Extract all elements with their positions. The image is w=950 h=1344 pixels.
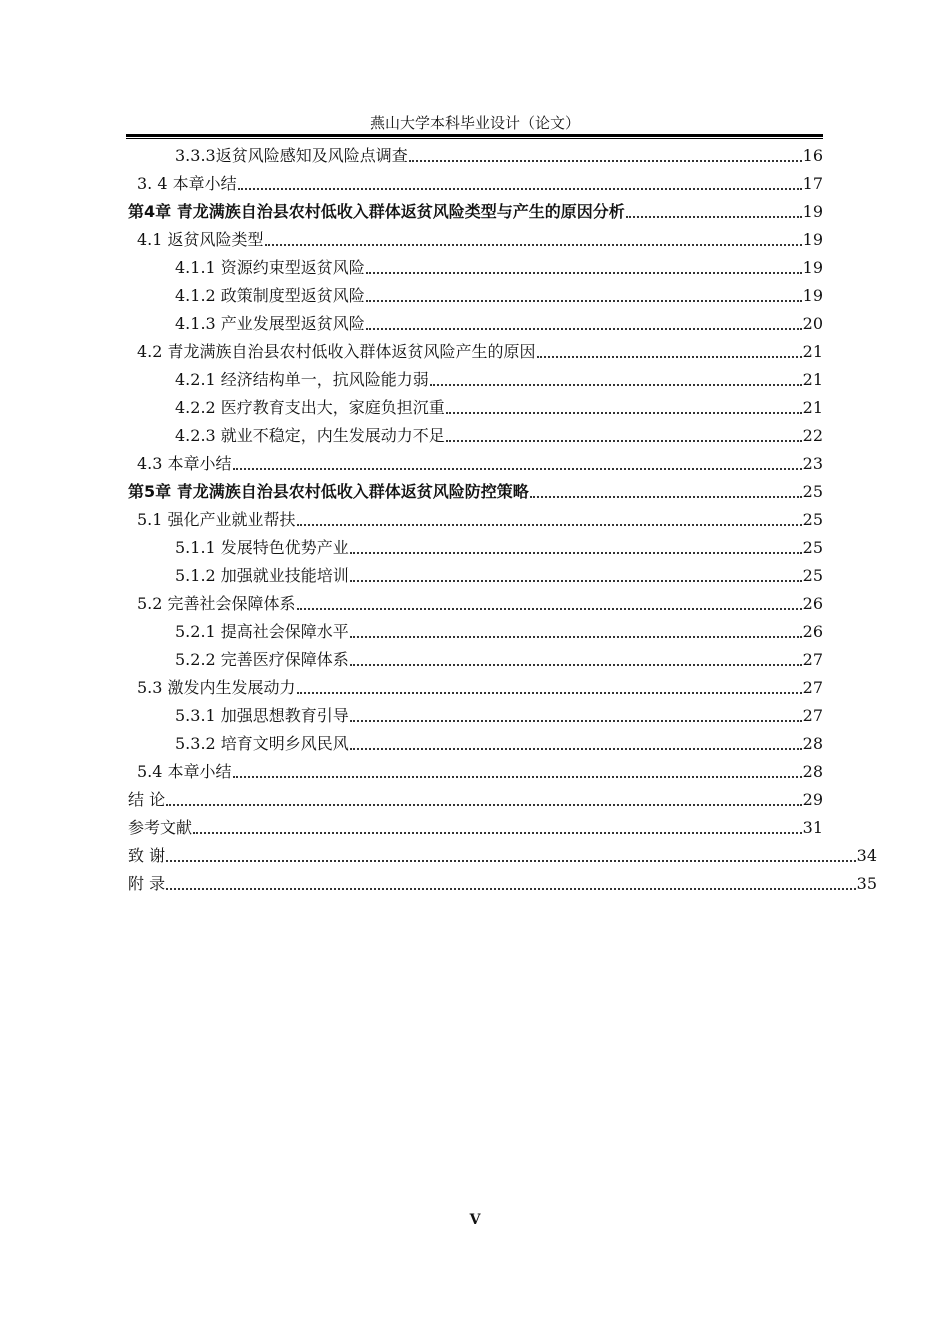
toc-entry-title: 5.3.2 培育文明乡风民风 [175,734,349,753]
toc-entry[interactable] [175,362,823,390]
toc-entry-page: 31 [802,818,823,837]
toc-entry-page: 20 [802,314,823,333]
toc-entry-page: 27 [802,706,823,725]
toc-entry-title: 5.3.1 加强思想教育引导 [175,706,349,725]
toc-entry[interactable] [128,194,823,222]
toc-entry-title: 4.2.1 经济结构单一，抗风险能力弱 [175,370,429,389]
toc-entry[interactable] [128,866,877,894]
toc-entry[interactable] [175,278,823,306]
toc-entry-page: 16 [802,146,823,165]
toc-entry[interactable] [175,306,823,334]
toc-dot-leader [193,832,802,834]
toc-entry-title: 4.1.2 政策制度型返贫风险 [175,286,365,305]
toc-entry-page: 26 [802,622,823,641]
toc-entry-page: 21 [802,398,823,417]
toc-dot-leader [238,188,802,190]
toc-entry[interactable] [175,418,823,446]
toc-entry-title: 4.2 青龙满族自治县农村低收入群体返贫风险产生的原因 [137,342,536,361]
toc-dot-leader [350,636,802,638]
toc-dot-leader [350,720,802,722]
toc-entry-page: 35 [856,874,877,893]
toc-entry[interactable] [137,334,823,362]
toc-entry[interactable] [137,166,823,194]
toc-dot-leader [626,216,802,218]
toc-dot-leader [537,356,802,358]
toc-entry[interactable] [175,698,823,726]
toc-entry-page: 23 [802,454,823,473]
toc-entry-title: 5.2 完善社会保障体系 [137,594,296,613]
toc-dot-leader [233,776,802,778]
toc-entry[interactable] [175,530,823,558]
toc-entry[interactable] [128,810,823,838]
toc-dot-leader [446,412,802,414]
toc-entry[interactable] [175,614,823,642]
page-number: V [469,1212,481,1228]
toc-entry-title: 3. 4 本章小结 [137,174,237,193]
toc-entry-title: 4.3 本章小结 [137,454,232,473]
toc-entry[interactable] [175,390,823,418]
toc-entry[interactable] [128,474,823,502]
toc-entry-title: 3.3.3返贫风险感知及风险点调查 [175,146,408,165]
toc-entry-page: 17 [802,174,823,193]
toc-entry[interactable] [128,838,877,866]
toc-entry[interactable] [137,754,823,782]
toc-entry-title: 5.1.1 发展特色优势产业 [175,538,349,557]
toc-entry-title: 5.4 本章小结 [137,762,232,781]
toc-entry-title: 5.1.2 加强就业技能培训 [175,566,349,585]
toc-dot-leader [166,860,856,862]
toc-entry-page: 25 [802,566,823,585]
toc-entry[interactable] [175,642,823,670]
toc-entry[interactable] [137,670,823,698]
toc-entry-title: 4.2.3 就业不稳定，内生发展动力不足 [175,426,445,445]
toc-entry-title: 第5章 青龙满族自治县农村低收入群体返贫风险防控策略 [128,482,529,501]
toc-dot-leader [233,468,802,470]
toc-entry-page: 21 [802,370,823,389]
toc-entry[interactable] [137,446,823,474]
toc-entry-title: 参考文献 [128,818,193,837]
toc-dot-leader [366,328,802,330]
toc-entry[interactable] [175,138,823,166]
toc-entry[interactable] [175,558,823,586]
toc-entry[interactable] [137,502,823,530]
toc-entry-page: 29 [802,790,823,809]
toc-entry-page: 22 [802,426,823,445]
toc-entry[interactable] [137,222,823,250]
toc-dot-leader [366,300,802,302]
toc-entry[interactable] [175,726,823,754]
toc-entry-page: 25 [802,482,823,501]
toc-dot-leader [297,524,802,526]
toc-entry-page: 19 [802,202,823,221]
toc-entry-page: 27 [802,650,823,669]
toc-dot-leader [297,692,802,694]
toc-entry-page: 26 [802,594,823,613]
toc-dot-leader [166,888,856,890]
toc-entry-title: 附 录 [128,874,166,893]
toc-entry-title: 5.2.2 完善医疗保障体系 [175,650,349,669]
page-header: 燕山大学本科毕业设计（论文） [369,114,580,132]
toc-dot-leader [297,608,802,610]
toc-dot-leader [350,552,802,554]
toc-entry-title: 4.2.2 医疗教育支出大，家庭负担沉重 [175,398,445,417]
toc-entry[interactable] [137,586,823,614]
toc-entry-title: 5.2.1 提高社会保障水平 [175,622,349,641]
toc-entry-title: 第4章 青龙满族自治县农村低收入群体返贫风险类型与产生的原因分析 [128,202,625,221]
toc-entry-page: 28 [802,762,823,781]
toc-dot-leader [265,244,802,246]
toc-dot-leader [350,664,802,666]
toc-entry-title: 5.1 强化产业就业帮扶 [137,510,296,529]
toc-dot-leader [530,496,802,498]
toc-entry-page: 19 [802,286,823,305]
toc-entry-title: 结 论 [128,790,166,809]
toc-entry-page: 25 [802,538,823,557]
toc-entry-page: 21 [802,342,823,361]
toc-entry-title: 4.1.1 资源约束型返贫风险 [175,258,365,277]
toc-entry-page: 34 [856,846,877,865]
toc-dot-leader [166,804,802,806]
toc-entry-page: 19 [802,230,823,249]
toc-entry-page: 27 [802,678,823,697]
toc-entry-page: 19 [802,258,823,277]
toc-entry-page: 25 [802,510,823,529]
toc-dot-leader [409,160,802,162]
toc-dot-leader [446,440,802,442]
toc-entry-title: 4.1.3 产业发展型返贫风险 [175,314,365,333]
toc-entry[interactable] [128,782,823,810]
toc-dot-leader [350,580,802,582]
toc-entry-title: 5.3 激发内生发展动力 [137,678,296,697]
toc-entry-page: 28 [802,734,823,753]
toc-dot-leader [430,384,802,386]
toc-entry[interactable] [175,250,823,278]
toc-dot-leader [366,272,802,274]
toc-entry-title: 4.1 返贫风险类型 [137,230,264,249]
toc-dot-leader [350,748,802,750]
toc-entry-title: 致 谢 [128,846,166,865]
